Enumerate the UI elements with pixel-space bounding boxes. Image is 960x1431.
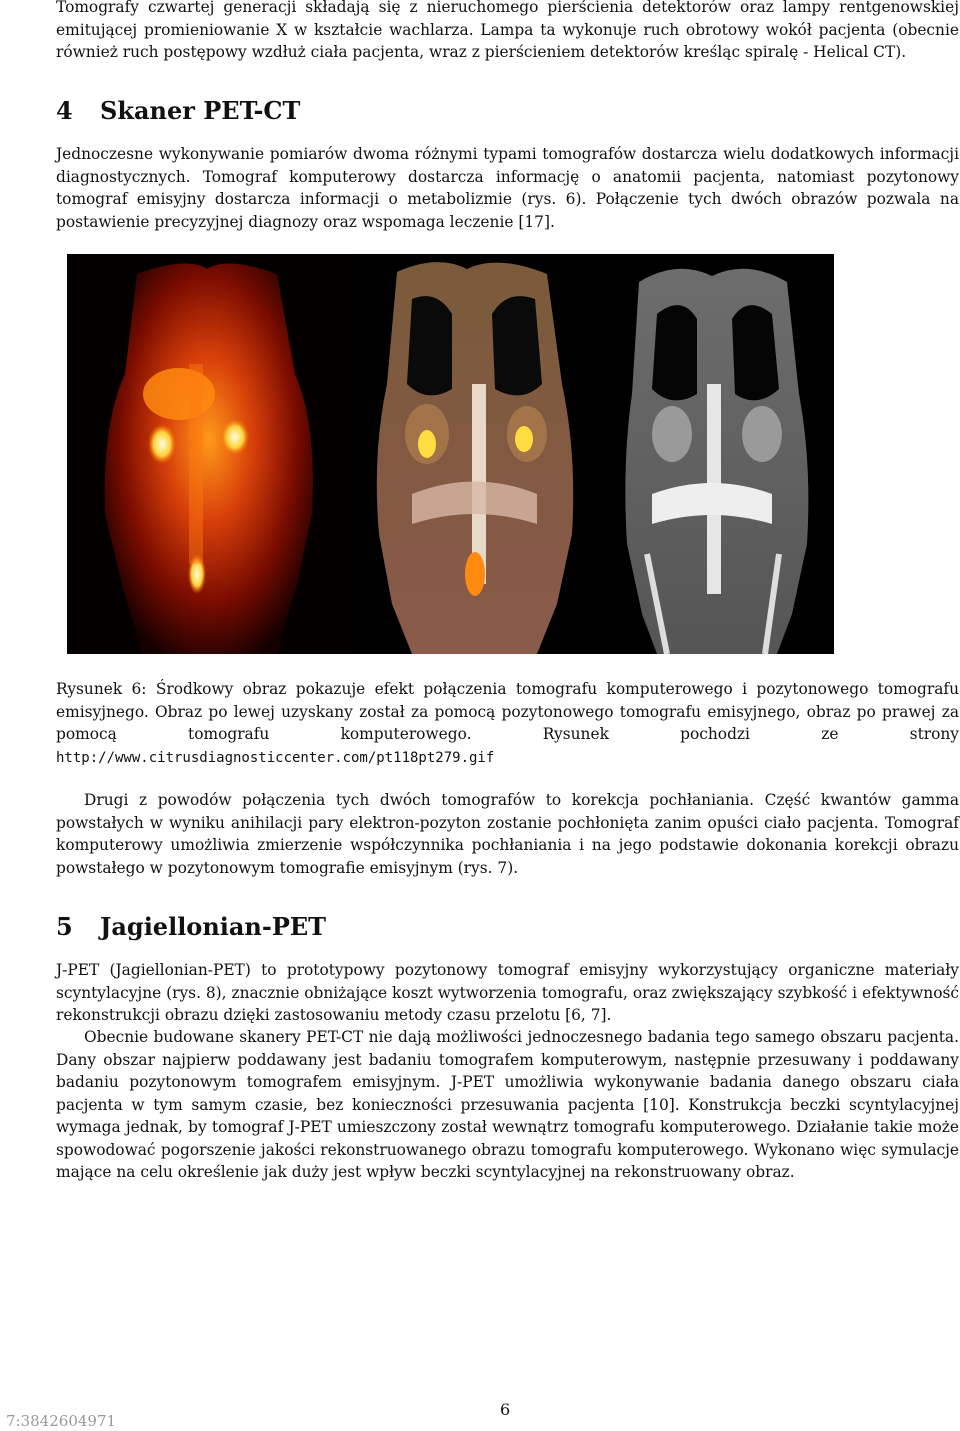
- pet-image-panel: [67, 254, 352, 654]
- section-4-number: 4: [56, 96, 73, 125]
- section-5-paragraph-2: Obecnie budowane skanery PET-CT nie dają możliwości jednoczesnego badania tego samego obszaru pacjenta. Dany obszar najpierw poddawany jest badaniu tomografem komputerowym, następnie przesuwany i poddawany badaniu pozytonowym tomografem emisyjnym. J-PET umożliwia wykonywanie badania danego obszaru ciała pacjenta w tym samym czasie, bez konieczności przesuwania pacjenta [10]. Konstrukcja beczki scyntylacyjnej wymaga jednak, by tomograf J-PET umieszczony został wewnątrz tomografu komputerowego. Działanie takie może spowodować pogorszenie jakości rekonstruowanego obrazu tomografu komputerowego. Wykonano więc symulacje mające na celu określenie jak duży jest wpływ beczki scyntylacyjnej na rekonstruowany obraz.: [56, 1028, 959, 1181]
- ct-image-panel: [607, 254, 834, 654]
- section-5-heading: [56, 912, 326, 942]
- section-4-heading: [56, 96, 300, 126]
- section-4-paragraph-2: Drugi z powodów połączenia tych dwóch tomografów to korekcja pochłaniania. Część kwantów gamma powstałych w wyniku anihilacji pary elektron-pozyton zostanie pochłonięta zanim opuści ciało pacjenta. Tomograf komputerowy umożliwia zmierzenie współczynnika pochłaniania i na jego podstawie dokonania korekcji obrazu powstałego w pozytonowym tomografie emisyjnym (rys. 7).: [56, 791, 959, 877]
- pet-ct-figure: [67, 254, 834, 654]
- section-5-paragraph-1: J-PET (Jagiellonian-PET) to prototypowy pozytonowy tomograf emisyjny wykorzystujący organiczne materiały scyntylacyjne (rys. 8), znacznie obniżające koszt wytworzenia tomografu, oraz zwiększający szybkość i efektywność rekonstrukcji obrazu dzięki zastosowaniu metody czasu przelotu [6, 7].: [56, 961, 959, 1024]
- intro-paragraph: Tomografy czwartej generacji składają się z nieruchomego pierścienia detektorów oraz lampy rentgenowskiej emitującej promieniowanie X w kształcie wachlarza. Lampa ta wykonuje ruch obrotowy wokół pacjenta (obecnie również ruch postępowy wzdłuż ciała pacjenta, wraz z pierścieniem detektorów kreśląc spiralę - Helical CT).: [56, 0, 959, 61]
- fused-image-panel: [352, 254, 607, 654]
- section-5-number: 5: [56, 912, 73, 941]
- page-number: 6: [500, 1400, 511, 1419]
- section-4-paragraph-1: Jednoczesne wykonywanie pomiarów dwoma różnymi typami tomografów dostarcza wielu dodatkowych informacji diagnostycznych. Tomograf komputerowy dostarcza informację o anatomii pacjenta, natomiast pozytonowy tomograf emisyjny dostarcza informacji o metabolizmie (rys. 6). Połączenie tych dwóch obrazów pozwala na postawienie precyzyjnej diagnozy oraz wspomaga leczenie [17].: [56, 145, 959, 231]
- figure-6-caption: [56, 678, 959, 769]
- footer-identifier: 7:3842604971: [6, 1412, 117, 1430]
- section-4-title: Skaner PET-CT: [100, 96, 301, 125]
- section-5-title: Jagiellonian-PET: [100, 912, 327, 941]
- caption-url-link[interactable]: http://www.citrusdiagnosticcenter.com/pt118pt279.gif: [56, 749, 495, 766]
- caption-text: Rysunek 6: Środkowy obraz pokazuje efekt połączenia tomografu komputerowego i pozytonowego tomografu emisyjnego. Obraz po lewej uzyskany został za pomocą pozytonowego tomografu emisyjnego, obraz po prawej za pomocą tomografu komputerowego. Rysunek pochodzi ze strony: [56, 680, 959, 743]
- pet-ct-scan-image: [67, 254, 834, 654]
